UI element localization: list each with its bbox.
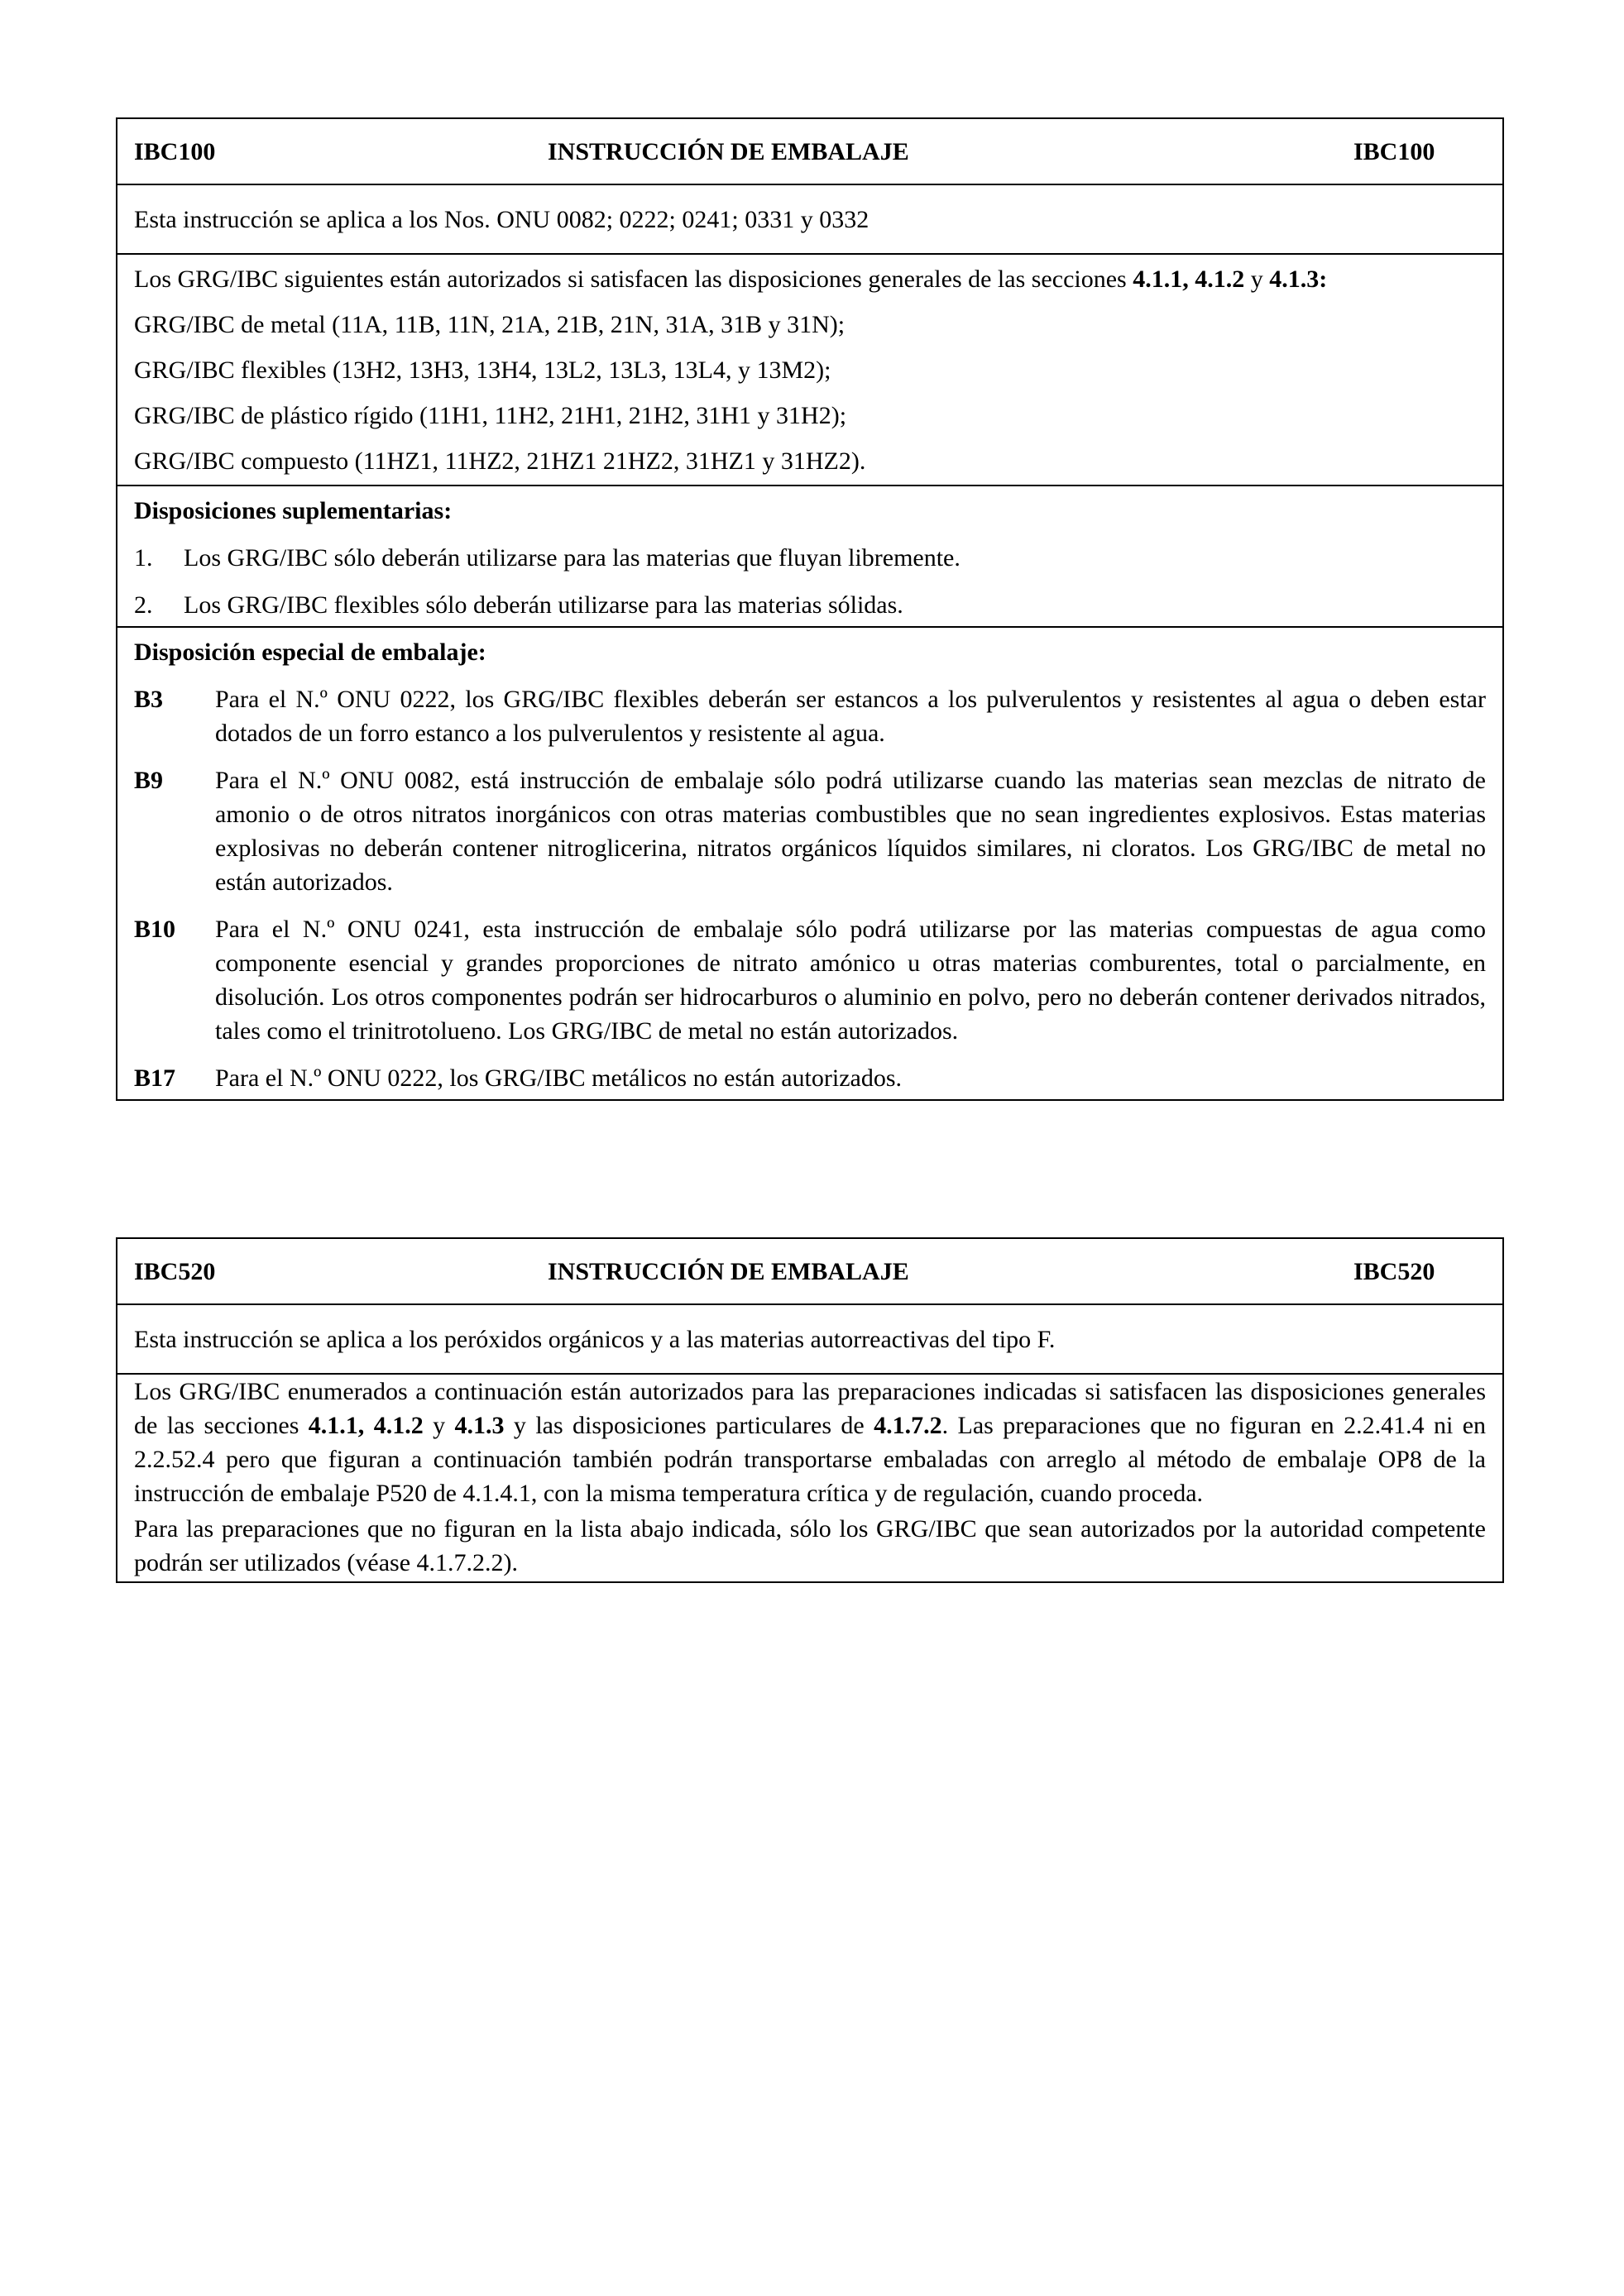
scope-text: Esta instrucción se aplica a los peróxidos orgánicos y a las materias autorreactivas del tipo F. [134, 1325, 1056, 1353]
ibc100-instruction-table [116, 117, 1504, 1101]
instruction-code-right: IBC520 [1353, 1257, 1435, 1285]
ibc520-scope-row [117, 1303, 1502, 1373]
list-text: Los GRG/IBC flexibles sólo deberán utilizarse para las materias sólidas. [184, 591, 903, 619]
ibc520-paragraph-2: Para las preparaciones que no figuran en la lista abajo indicada, sólo los GRG/IBC que sean autorizados por la autoridad competente podrán ser utilizados (véase 4.1.7.2.2). [134, 1515, 1486, 1576]
provision-text: Para el N.º ONU 0241, esta instrucción de embalaje sólo podrá utilizarse por las materias compuestas de agua como componente esencial y grandes proporciones de nitrato amónico u otras materias comburentes, total o parcialmente, en disolución. Los otros componentes podrán ser hidrocarburos o aluminio en polvo, pero no deberán contener derivados nitrados, tales como el trinitrotolueno. Los GRG/IBC de metal no están autorizados. [215, 916, 1486, 1045]
authorized-intro: Los GRG/IBC siguientes están autorizados si satisfacen las disposiciones generales de las secciones 4.1.1, 4.1.2 y 4.1.3: [134, 265, 1328, 293]
ibc-type-flexible: GRG/IBC flexibles (13H2, 13H3, 13H4, 13L2, 13L3, 13L4, y 13M2); [134, 356, 831, 384]
ibc520-instruction-table [116, 1237, 1504, 1583]
special-provision-item [134, 682, 1486, 750]
ibc100-authorized-row [117, 253, 1502, 485]
instruction-code-left: IBC100 [134, 137, 216, 165]
provision-code: B9 [134, 767, 164, 794]
list-number: 2. [134, 591, 153, 619]
instruction-code-left: IBC520 [134, 1257, 216, 1285]
ibc100-supplementary-row [117, 485, 1502, 626]
provision-text: Para el N.º ONU 0082, está instrucción de embalaje sólo podrá utilizarse cuando las materias sean mezclas de nitrato de amonio o de otros nitratos inorgánicos con otras materias combustibles que no sean ingredientes explosivos. Estas materias explosivas no deberán contener nitroglicerina, nitratos orgánicos líquidos similares, ni cloratos. Los GRG/IBC de metal no están autorizados. [215, 767, 1486, 896]
scope-text: Esta instrucción se aplica a los Nos. ONU 0082; 0222; 0241; 0331 y 0332 [134, 205, 869, 233]
special-provision-item [134, 912, 1486, 1048]
ibc520-body-row [117, 1373, 1502, 1581]
provision-text: Para el N.º ONU 0222, los GRG/IBC flexibles deberán ser estancos a los pulverulentos y resistentes al agua o deben estar dotados de un forro estanco a los pulverulentos y resistente al agua. [215, 686, 1486, 747]
list-text: Los GRG/IBC sólo deberán utilizarse para las materias que fluyan libremente. [184, 544, 961, 572]
list-number: 1. [134, 544, 153, 572]
ibc-type-metal: GRG/IBC de metal (11A, 11B, 11N, 21A, 21B, 21N, 31A, 31B y 31N); [134, 311, 846, 338]
ibc100-scope-row [117, 184, 1502, 253]
ibc520-header-row [117, 1239, 1502, 1303]
special-provisions-heading: Disposición especial de embalaje: [134, 639, 486, 666]
instruction-title: INSTRUCCIÓN DE EMBALAJE [548, 1257, 909, 1285]
provision-text: Para el N.º ONU 0222, los GRG/IBC metálicos no están autorizados. [215, 1064, 902, 1092]
ibc-type-composite: GRG/IBC compuesto (11HZ1, 11HZ2, 21HZ1 21HZ2, 31HZ1 y 31HZ2). [134, 447, 866, 475]
list-item [134, 541, 1486, 575]
special-provision-item [134, 1061, 1486, 1095]
provision-code: B3 [134, 686, 164, 713]
list-item [134, 588, 1486, 622]
provision-code: B10 [134, 916, 176, 943]
instruction-title: INSTRUCCIÓN DE EMBALAJE [548, 137, 909, 165]
special-provision-item [134, 763, 1486, 899]
ibc-type-rigid-plastic: GRG/IBC de plástico rígido (11H1, 11H2, 21H1, 21H2, 31H1 y 31H2); [134, 402, 847, 429]
instruction-code-right: IBC100 [1353, 137, 1435, 165]
ibc100-header-row [117, 119, 1502, 184]
provision-code: B17 [134, 1064, 176, 1092]
ibc100-special-provisions-row [117, 626, 1502, 1099]
supplementary-heading: Disposiciones suplementarias: [134, 497, 453, 524]
ibc520-paragraph-1: Los GRG/IBC enumerados a continuación están autorizados para las preparaciones indicadas si satisfacen las disposiciones generales de las secciones 4.1.1, 4.1.2 y 4.1.3 y las disposiciones particulares de 4.1.7.2. Las preparaciones que no figuran en 2.2.41.4 ni en 2.2.52.4 pero que figuran a continuación también podrán transportarse embaladas con arreglo al método de embalaje OP8 de la instrucción de embalaje P520 de 4.1.4.1, con la misma temperatura crítica y de regulación, cuando proceda. [134, 1378, 1487, 1507]
